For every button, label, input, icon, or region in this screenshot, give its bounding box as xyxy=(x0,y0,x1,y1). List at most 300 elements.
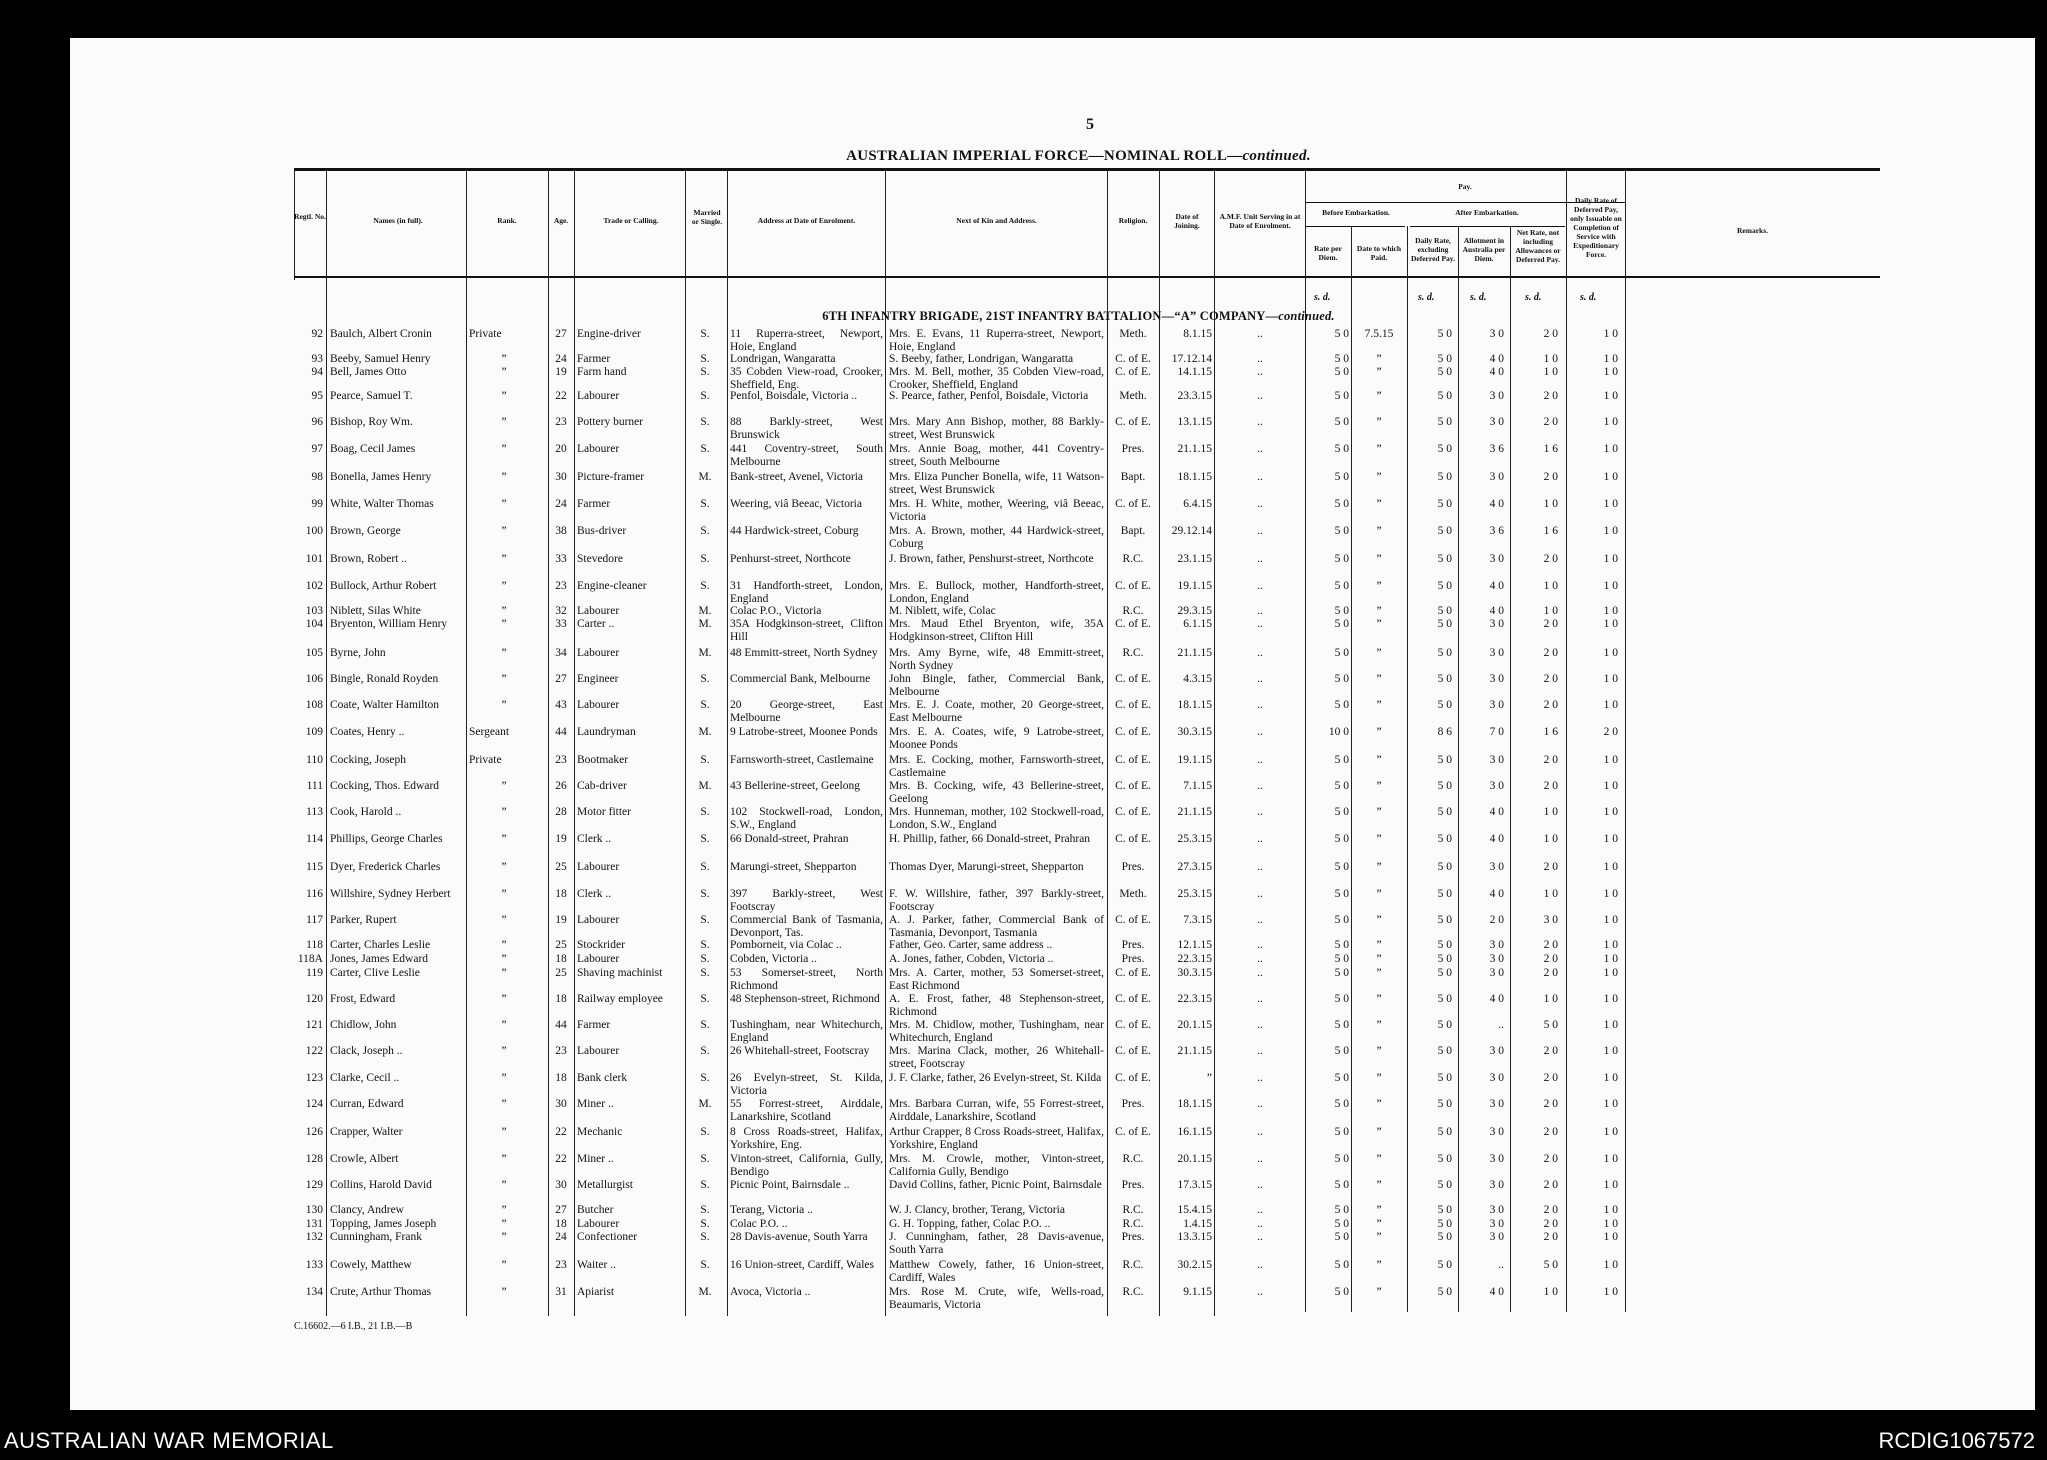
trade-cell: Farm hand xyxy=(577,366,627,378)
date-joined-cell: 21.1.15 xyxy=(1177,443,1212,455)
rank-cell: Sergeant xyxy=(469,726,510,738)
age-cell: 23 xyxy=(555,580,567,592)
rate-per-diem-cell: 5 0 xyxy=(1334,1019,1349,1031)
age-cell: 32 xyxy=(555,605,567,617)
daily-rate-cell: 5 0 xyxy=(1437,525,1452,537)
next-of-kin-cell: Mrs. Eliza Puncher Bonella, wife, 11 Watson-street, West Brunswick xyxy=(889,471,1104,496)
allotment-cell: 3 0 xyxy=(1489,553,1504,565)
rate-per-diem-cell: 5 0 xyxy=(1334,993,1349,1005)
name-cell: Cunningham, Frank xyxy=(330,1231,422,1243)
daily-rate-cell: 5 0 xyxy=(1437,553,1452,565)
daily-rate-cell: 5 0 xyxy=(1437,1153,1452,1165)
religion-cell: Pres. xyxy=(1121,939,1145,951)
name-cell: Collins, Harold David xyxy=(330,1179,432,1191)
address-cell: Commercial Bank of Tasmania, Devonport, Tas. xyxy=(730,914,883,939)
name-cell: Baulch, Albert Cronin xyxy=(330,328,432,340)
address-cell: 20 George-street, East Melbourne xyxy=(730,699,883,724)
daily-rate-cell: 5 0 xyxy=(1437,939,1452,951)
regtl-no-cell: 123 xyxy=(305,1072,323,1084)
trade-cell: Pottery burner xyxy=(577,416,644,428)
date-joined-cell: 23.3.15 xyxy=(1177,390,1212,402)
amf-unit-cell: .. xyxy=(1257,953,1263,965)
age-cell: 23 xyxy=(555,416,567,428)
daily-rate-cell: 5 0 xyxy=(1437,1286,1452,1298)
title-continued: continued. xyxy=(1242,148,1311,164)
marital-status-cell: S. xyxy=(700,443,710,455)
deferred-pay-cell: 1 0 xyxy=(1603,647,1618,659)
marital-status-cell: S. xyxy=(700,498,710,510)
age-cell: 30 xyxy=(555,1098,567,1110)
rank-cell: ” xyxy=(501,806,507,818)
trade-cell: Cab-driver xyxy=(577,780,627,792)
next-of-kin-cell: J. Cunningham, father, 28 Davis-avenue, South Yarra xyxy=(889,1231,1104,1256)
daily-rate-cell: 5 0 xyxy=(1437,1218,1452,1230)
amf-unit-cell: .. xyxy=(1257,498,1263,510)
religion-cell: C. of E. xyxy=(1115,416,1151,428)
deferred-pay-cell: 1 0 xyxy=(1603,366,1618,378)
date-joined-cell: 21.1.15 xyxy=(1177,806,1212,818)
net-rate-cell: 2 0 xyxy=(1543,967,1558,979)
marital-status-cell: S. xyxy=(700,416,710,428)
rate-per-diem-cell: 10 0 xyxy=(1328,726,1349,738)
deferred-pay-cell: 1 0 xyxy=(1603,328,1618,340)
date-joined-cell: 21.1.15 xyxy=(1177,1045,1212,1057)
date-joined-cell: 25.3.15 xyxy=(1177,888,1212,900)
rank-cell: ” xyxy=(501,1019,507,1031)
name-cell: Carter, Clive Leslie xyxy=(330,967,420,979)
trade-cell: Confectioner xyxy=(577,1231,638,1243)
rate-per-diem-cell: 5 0 xyxy=(1334,833,1349,845)
regtl-no-cell: 118A xyxy=(297,953,323,965)
amf-unit-cell: .. xyxy=(1257,390,1263,402)
name-cell: Clarke, Cecil .. xyxy=(330,1072,400,1084)
trade-cell: Engine-driver xyxy=(577,328,641,340)
amf-unit-cell: .. xyxy=(1257,1072,1263,1084)
marital-status-cell: S. xyxy=(700,939,710,951)
regtl-no-cell: 116 xyxy=(306,888,323,900)
table-row xyxy=(0,498,2047,528)
rate-per-diem-cell: 5 0 xyxy=(1334,605,1349,617)
daily-rate-cell: 5 0 xyxy=(1437,1179,1452,1191)
trade-cell: Carter .. xyxy=(577,618,615,630)
header-remarks: Remarks. xyxy=(1736,226,1769,235)
age-cell: 22 xyxy=(555,1153,567,1165)
net-rate-cell: 2 0 xyxy=(1543,1179,1558,1191)
section-continued: continued. xyxy=(1278,309,1335,323)
date-paid-cell: ” xyxy=(1376,1259,1382,1271)
regtl-no-cell: 120 xyxy=(305,993,323,1005)
table-row xyxy=(0,1045,2047,1075)
net-rate-cell: 1 0 xyxy=(1543,888,1558,900)
name-cell: Coates, Henry .. xyxy=(330,726,405,738)
net-rate-cell: 2 0 xyxy=(1543,1072,1558,1084)
address-cell: Tushingham, near Whitechurch, England xyxy=(730,1019,883,1044)
net-rate-cell: 2 0 xyxy=(1543,1098,1558,1110)
amf-unit-cell: .. xyxy=(1257,780,1263,792)
header-religion: Religion. xyxy=(1118,216,1148,225)
net-rate-cell: 2 0 xyxy=(1543,953,1558,965)
address-cell: 16 Union-street, Cardiff, Wales xyxy=(730,1259,874,1271)
address-cell: 88 Barkly-street, West Brunswick xyxy=(730,416,883,441)
rate-per-diem-cell: 5 0 xyxy=(1334,1179,1349,1191)
address-cell: Avoca, Victoria .. xyxy=(730,1286,811,1298)
date-paid-cell: ” xyxy=(1376,780,1382,792)
name-cell: Bell, James Otto xyxy=(330,366,407,378)
trade-cell: Farmer xyxy=(577,498,611,510)
regtl-no-cell: 105 xyxy=(305,647,323,659)
rate-per-diem-cell: 5 0 xyxy=(1334,1045,1349,1057)
amf-unit-cell: .. xyxy=(1257,1153,1263,1165)
religion-cell: C. of E. xyxy=(1115,618,1151,630)
amf-unit-cell: .. xyxy=(1257,861,1263,873)
date-paid-cell: ” xyxy=(1376,366,1382,378)
religion-cell: R.C. xyxy=(1122,1286,1144,1298)
regtl-no-cell: 97 xyxy=(311,443,323,455)
address-cell: 8 Cross Roads-street, Halifax, Yorkshire, Eng. xyxy=(730,1126,883,1151)
rank-cell: ” xyxy=(501,1204,507,1216)
net-rate-cell: 2 0 xyxy=(1543,780,1558,792)
rank-cell: ” xyxy=(501,1045,507,1057)
table-row xyxy=(0,833,2047,863)
rate-per-diem-cell: 5 0 xyxy=(1334,1259,1349,1271)
rank-cell: ” xyxy=(501,673,507,685)
allotment-cell: 3 6 xyxy=(1489,525,1504,537)
religion-cell: Pres. xyxy=(1121,1231,1145,1243)
regtl-no-cell: 94 xyxy=(311,366,323,378)
date-paid-cell: ” xyxy=(1376,888,1382,900)
regtl-no-cell: 132 xyxy=(305,1231,323,1243)
allotment-cell: .. xyxy=(1498,1019,1504,1031)
allotment-cell: 4 0 xyxy=(1489,993,1504,1005)
allotment-cell: 4 0 xyxy=(1489,366,1504,378)
amf-unit-cell: .. xyxy=(1257,673,1263,685)
deferred-pay-cell: 1 0 xyxy=(1603,699,1618,711)
regtl-no-cell: 129 xyxy=(305,1179,323,1191)
allotment-cell: 4 0 xyxy=(1489,1286,1504,1298)
regtl-no-cell: 115 xyxy=(306,861,323,873)
daily-rate-cell: 5 0 xyxy=(1437,416,1452,428)
amf-unit-cell: .. xyxy=(1257,525,1263,537)
trade-cell: Engine-cleaner xyxy=(577,580,647,592)
next-of-kin-cell: F. W. Willshire, father, 397 Barkly-street, Footscray xyxy=(889,888,1104,913)
regtl-no-cell: 128 xyxy=(305,1153,323,1165)
deferred-pay-cell: 1 0 xyxy=(1603,833,1618,845)
address-cell: 48 Stephenson-street, Richmond xyxy=(730,993,880,1005)
regtl-no-cell: 100 xyxy=(305,525,323,537)
address-cell: 53 Somerset-street, North Richmond xyxy=(730,967,883,992)
name-cell: Chidlow, John xyxy=(330,1019,397,1031)
age-cell: 19 xyxy=(555,914,567,926)
age-cell: 19 xyxy=(555,366,567,378)
date-joined-cell: 13.1.15 xyxy=(1177,416,1212,428)
header-daily-rate: Daily Rate, excluding Deferred Pay. xyxy=(1410,236,1455,263)
net-rate-cell: 2 0 xyxy=(1543,390,1558,402)
date-paid-cell: ” xyxy=(1376,525,1382,537)
trade-cell: Laundryman xyxy=(577,726,636,738)
title-text: AUSTRALIAN IMPERIAL FORCE—NOMINAL ROLL— xyxy=(846,148,1243,164)
address-cell: Pomborneit, via Colac .. xyxy=(730,939,842,951)
net-rate-cell: 1 0 xyxy=(1543,498,1558,510)
amf-unit-cell: .. xyxy=(1257,366,1263,378)
table-row xyxy=(0,443,2047,473)
age-cell: 18 xyxy=(555,953,567,965)
regtl-no-cell: 131 xyxy=(305,1218,323,1230)
before-subrule xyxy=(1305,226,1405,227)
rate-per-diem-cell: 5 0 xyxy=(1334,861,1349,873)
rank-cell: ” xyxy=(501,914,507,926)
header-top-rule xyxy=(294,168,1880,171)
date-joined-cell: 18.1.15 xyxy=(1177,471,1212,483)
date-paid-cell: ” xyxy=(1376,1126,1382,1138)
trade-cell: Engineer xyxy=(577,673,619,685)
regtl-no-cell: 126 xyxy=(305,1126,323,1138)
rank-cell: ” xyxy=(501,1231,507,1243)
date-paid-cell: ” xyxy=(1376,914,1382,926)
age-cell: 25 xyxy=(555,967,567,979)
rate-per-diem-cell: 5 0 xyxy=(1334,443,1349,455)
trade-cell: Clerk .. xyxy=(577,833,612,845)
marital-status-cell: S. xyxy=(700,1045,710,1057)
rank-cell: ” xyxy=(501,939,507,951)
religion-cell: C. of E. xyxy=(1115,1126,1151,1138)
next-of-kin-cell: Mrs. Amy Byrne, wife, 48 Emmitt-street, North Sydney xyxy=(889,647,1104,672)
date-joined-cell: 6.1.15 xyxy=(1183,618,1212,630)
header-name: Names (in full). xyxy=(373,216,423,225)
name-cell: Beeby, Samuel Henry xyxy=(330,353,431,365)
rate-per-diem-cell: 5 0 xyxy=(1334,673,1349,685)
next-of-kin-cell: Mrs. Barbara Curran, wife, 55 Forrest-street, Airddale, Lanarkshire, Scotland xyxy=(889,1098,1104,1123)
allotment-cell: 3 0 xyxy=(1489,953,1504,965)
age-cell: 25 xyxy=(555,861,567,873)
marital-status-cell: S. xyxy=(700,1204,710,1216)
rank-cell: ” xyxy=(501,618,507,630)
trade-cell: Labourer xyxy=(577,699,620,711)
date-paid-cell: ” xyxy=(1376,353,1382,365)
marital-status-cell: M. xyxy=(698,726,712,738)
deferred-pay-cell: 1 0 xyxy=(1603,967,1618,979)
name-cell: Clancy, Andrew xyxy=(330,1204,404,1216)
regtl-no-cell: 108 xyxy=(305,699,323,711)
date-joined-cell: 21.1.15 xyxy=(1177,647,1212,659)
marital-status-cell: S. xyxy=(700,1179,710,1191)
address-cell: 28 Davis-avenue, South Yarra xyxy=(730,1231,868,1243)
rate-per-diem-cell: 5 0 xyxy=(1334,471,1349,483)
allotment-cell: 3 0 xyxy=(1489,390,1504,402)
rate-per-diem-cell: 5 0 xyxy=(1334,699,1349,711)
allotment-cell: 3 0 xyxy=(1489,1153,1504,1165)
rate-per-diem-cell: 5 0 xyxy=(1334,353,1349,365)
trade-cell: Clerk .. xyxy=(577,888,612,900)
date-paid-cell: ” xyxy=(1376,861,1382,873)
header-address: Address at Date of Enrolment. xyxy=(757,216,856,225)
date-joined-cell: 14.1.15 xyxy=(1177,366,1212,378)
marital-status-cell: S. xyxy=(700,366,710,378)
marital-status-cell: S. xyxy=(700,888,710,900)
daily-rate-cell: 5 0 xyxy=(1437,328,1452,340)
units-allotment: s. d. xyxy=(1470,292,1487,303)
deferred-pay-cell: 1 0 xyxy=(1603,1126,1618,1138)
deferred-pay-cell: 1 0 xyxy=(1603,553,1618,565)
marital-status-cell: S. xyxy=(700,833,710,845)
name-cell: Parker, Rupert xyxy=(330,914,397,926)
daily-rate-cell: 5 0 xyxy=(1437,353,1452,365)
date-paid-cell: ” xyxy=(1376,993,1382,1005)
name-cell: Bonella, James Henry xyxy=(330,471,432,483)
date-paid-cell: ” xyxy=(1376,1218,1382,1230)
marital-status-cell: S. xyxy=(700,699,710,711)
amf-unit-cell: .. xyxy=(1257,1179,1263,1191)
daily-rate-cell: 5 0 xyxy=(1437,580,1452,592)
address-cell: Cobden, Victoria .. xyxy=(730,953,817,965)
header-trade: Trade or Calling. xyxy=(603,216,659,225)
religion-cell: C. of E. xyxy=(1115,1019,1151,1031)
regtl-no-cell: 114 xyxy=(306,833,323,845)
deferred-pay-cell: 1 0 xyxy=(1603,416,1618,428)
date-paid-cell: ” xyxy=(1376,605,1382,617)
religion-cell: C. of E. xyxy=(1115,780,1151,792)
table-row xyxy=(0,861,2047,891)
trade-cell: Labourer xyxy=(577,1045,620,1057)
address-cell: Londrigan, Wangaratta xyxy=(730,353,836,365)
rank-cell: ” xyxy=(501,861,507,873)
next-of-kin-cell: Father, Geo. Carter, same address .. xyxy=(889,939,1053,951)
date-joined-cell: 16.1.15 xyxy=(1177,1126,1212,1138)
regtl-no-cell: 124 xyxy=(305,1098,323,1110)
address-cell: Weering, viâ Beeac, Victoria xyxy=(730,498,862,510)
rate-per-diem-cell: 5 0 xyxy=(1334,1231,1349,1243)
date-joined-cell: 1.4.15 xyxy=(1183,1218,1212,1230)
age-cell: 44 xyxy=(555,1019,567,1031)
name-cell: Byrne, John xyxy=(330,647,386,659)
daily-rate-cell: 5 0 xyxy=(1437,1072,1452,1084)
date-joined-cell: 17.3.15 xyxy=(1177,1179,1212,1191)
date-paid-cell: ” xyxy=(1376,806,1382,818)
daily-rate-cell: 5 0 xyxy=(1437,498,1452,510)
allotment-cell: 3 0 xyxy=(1489,754,1504,766)
rank-cell: ” xyxy=(501,647,507,659)
table-row xyxy=(0,553,2047,583)
marital-status-cell: S. xyxy=(700,1231,710,1243)
header-amf-unit: A.M.F. Unit Serving in at Date of Enrolment. xyxy=(1219,212,1301,230)
regtl-no-cell: 134 xyxy=(305,1286,323,1298)
religion-cell: C. of E. xyxy=(1115,699,1151,711)
age-cell: 26 xyxy=(555,780,567,792)
table-row xyxy=(0,1126,2047,1156)
regtl-no-cell: 109 xyxy=(305,726,323,738)
date-paid-cell: ” xyxy=(1376,1019,1382,1031)
trade-cell: Stockrider xyxy=(577,939,625,951)
deferred-pay-cell: 1 0 xyxy=(1603,754,1618,766)
header-married: Married or Single. xyxy=(691,208,723,226)
next-of-kin-cell: Mrs. B. Cocking, wife, 43 Bellerine-street, Geelong xyxy=(889,780,1104,805)
net-rate-cell: 5 0 xyxy=(1543,1259,1558,1271)
address-cell: Penhurst-street, Northcote xyxy=(730,553,851,565)
net-rate-cell: 1 0 xyxy=(1543,605,1558,617)
rank-cell: ” xyxy=(501,1218,507,1230)
allotment-cell: 2 0 xyxy=(1489,914,1504,926)
allotment-cell: 4 0 xyxy=(1489,888,1504,900)
date-joined-cell: 19.1.15 xyxy=(1177,580,1212,592)
trade-cell: Waiter .. xyxy=(577,1259,616,1271)
next-of-kin-cell: Mrs. Mary Ann Bishop, mother, 88 Barkly-street, West Brunswick xyxy=(889,416,1104,441)
date-paid-cell: ” xyxy=(1376,443,1382,455)
address-cell: 26 Evelyn-street, St. Kilda, Victoria xyxy=(730,1072,883,1097)
deferred-pay-cell: 1 0 xyxy=(1603,618,1618,630)
net-rate-cell: 2 0 xyxy=(1543,1231,1558,1243)
trade-cell: Labourer xyxy=(577,861,620,873)
amf-unit-cell: .. xyxy=(1257,1231,1263,1243)
address-cell: Terang, Victoria .. xyxy=(730,1204,813,1216)
daily-rate-cell: 5 0 xyxy=(1437,1231,1452,1243)
amf-unit-cell: .. xyxy=(1257,618,1263,630)
regtl-no-cell: 102 xyxy=(305,580,323,592)
amf-unit-cell: .. xyxy=(1257,806,1263,818)
rate-per-diem-cell: 5 0 xyxy=(1334,1218,1349,1230)
rate-per-diem-cell: 5 0 xyxy=(1334,888,1349,900)
trade-cell: Farmer xyxy=(577,353,611,365)
regtl-no-cell: 111 xyxy=(306,780,323,792)
address-cell: 66 Donald-street, Prahran xyxy=(730,833,849,845)
amf-unit-cell: .. xyxy=(1257,888,1263,900)
age-cell: 43 xyxy=(555,699,567,711)
daily-rate-cell: 5 0 xyxy=(1437,1098,1452,1110)
deferred-pay-cell: 1 0 xyxy=(1603,1231,1618,1243)
amf-unit-cell: .. xyxy=(1257,443,1263,455)
next-of-kin-cell: Thomas Dyer, Marungi-street, Shepparton xyxy=(889,861,1084,873)
trade-cell: Labourer xyxy=(577,605,620,617)
name-cell: Clack, Joseph .. xyxy=(330,1045,403,1057)
next-of-kin-cell: Mrs. Rose M. Crute, wife, Wells-road, Beaumaris, Victoria xyxy=(889,1286,1104,1311)
religion-cell: Pres. xyxy=(1121,953,1145,965)
rank-cell: ” xyxy=(501,605,507,617)
rank-cell: ” xyxy=(501,580,507,592)
next-of-kin-cell: Mrs. Maud Ethel Bryenton, wife, 35A Hodgkinson-street, Clifton Hill xyxy=(889,618,1104,643)
rate-per-diem-cell: 5 0 xyxy=(1334,416,1349,428)
rank-cell: ” xyxy=(501,1286,507,1298)
rank-cell: ” xyxy=(501,390,507,402)
name-cell: Willshire, Sydney Herbert xyxy=(330,888,451,900)
daily-rate-cell: 5 0 xyxy=(1437,861,1452,873)
religion-cell: R.C. xyxy=(1122,1153,1144,1165)
trade-cell: Labourer xyxy=(577,953,620,965)
rate-per-diem-cell: 5 0 xyxy=(1334,754,1349,766)
amf-unit-cell: .. xyxy=(1257,1019,1263,1031)
marital-status-cell: S. xyxy=(700,580,710,592)
deferred-pay-cell: 1 0 xyxy=(1603,525,1618,537)
regtl-no-cell: 104 xyxy=(305,618,323,630)
address-cell: Colac P.O. .. xyxy=(730,1218,788,1230)
age-cell: 22 xyxy=(555,1126,567,1138)
daily-rate-cell: 5 0 xyxy=(1437,647,1452,659)
amf-unit-cell: .. xyxy=(1257,754,1263,766)
address-cell: 35 Cobden View-road, Crooker, Sheffield, Eng. xyxy=(730,366,883,391)
amf-unit-cell: .. xyxy=(1257,1218,1263,1230)
religion-cell: Pres. xyxy=(1121,443,1145,455)
date-joined-cell: 20.1.15 xyxy=(1177,1153,1212,1165)
rate-per-diem-cell: 5 0 xyxy=(1334,647,1349,659)
net-rate-cell: 1 0 xyxy=(1543,353,1558,365)
deferred-pay-cell: 1 0 xyxy=(1603,353,1618,365)
deferred-pay-cell: 1 0 xyxy=(1603,1218,1618,1230)
net-rate-cell: 2 0 xyxy=(1543,1204,1558,1216)
address-cell: 43 Bellerine-street, Geelong xyxy=(730,780,860,792)
religion-cell: C. of E. xyxy=(1115,673,1151,685)
table-row xyxy=(0,699,2047,729)
amf-unit-cell: .. xyxy=(1257,605,1263,617)
address-cell: 35A Hodgkinson-street, Clifton Hill xyxy=(730,618,883,643)
next-of-kin-cell: Matthew Cowely, father, 16 Union-street, Cardiff, Wales xyxy=(889,1259,1104,1284)
next-of-kin-cell: M. Niblett, wife, Colac xyxy=(889,605,996,617)
